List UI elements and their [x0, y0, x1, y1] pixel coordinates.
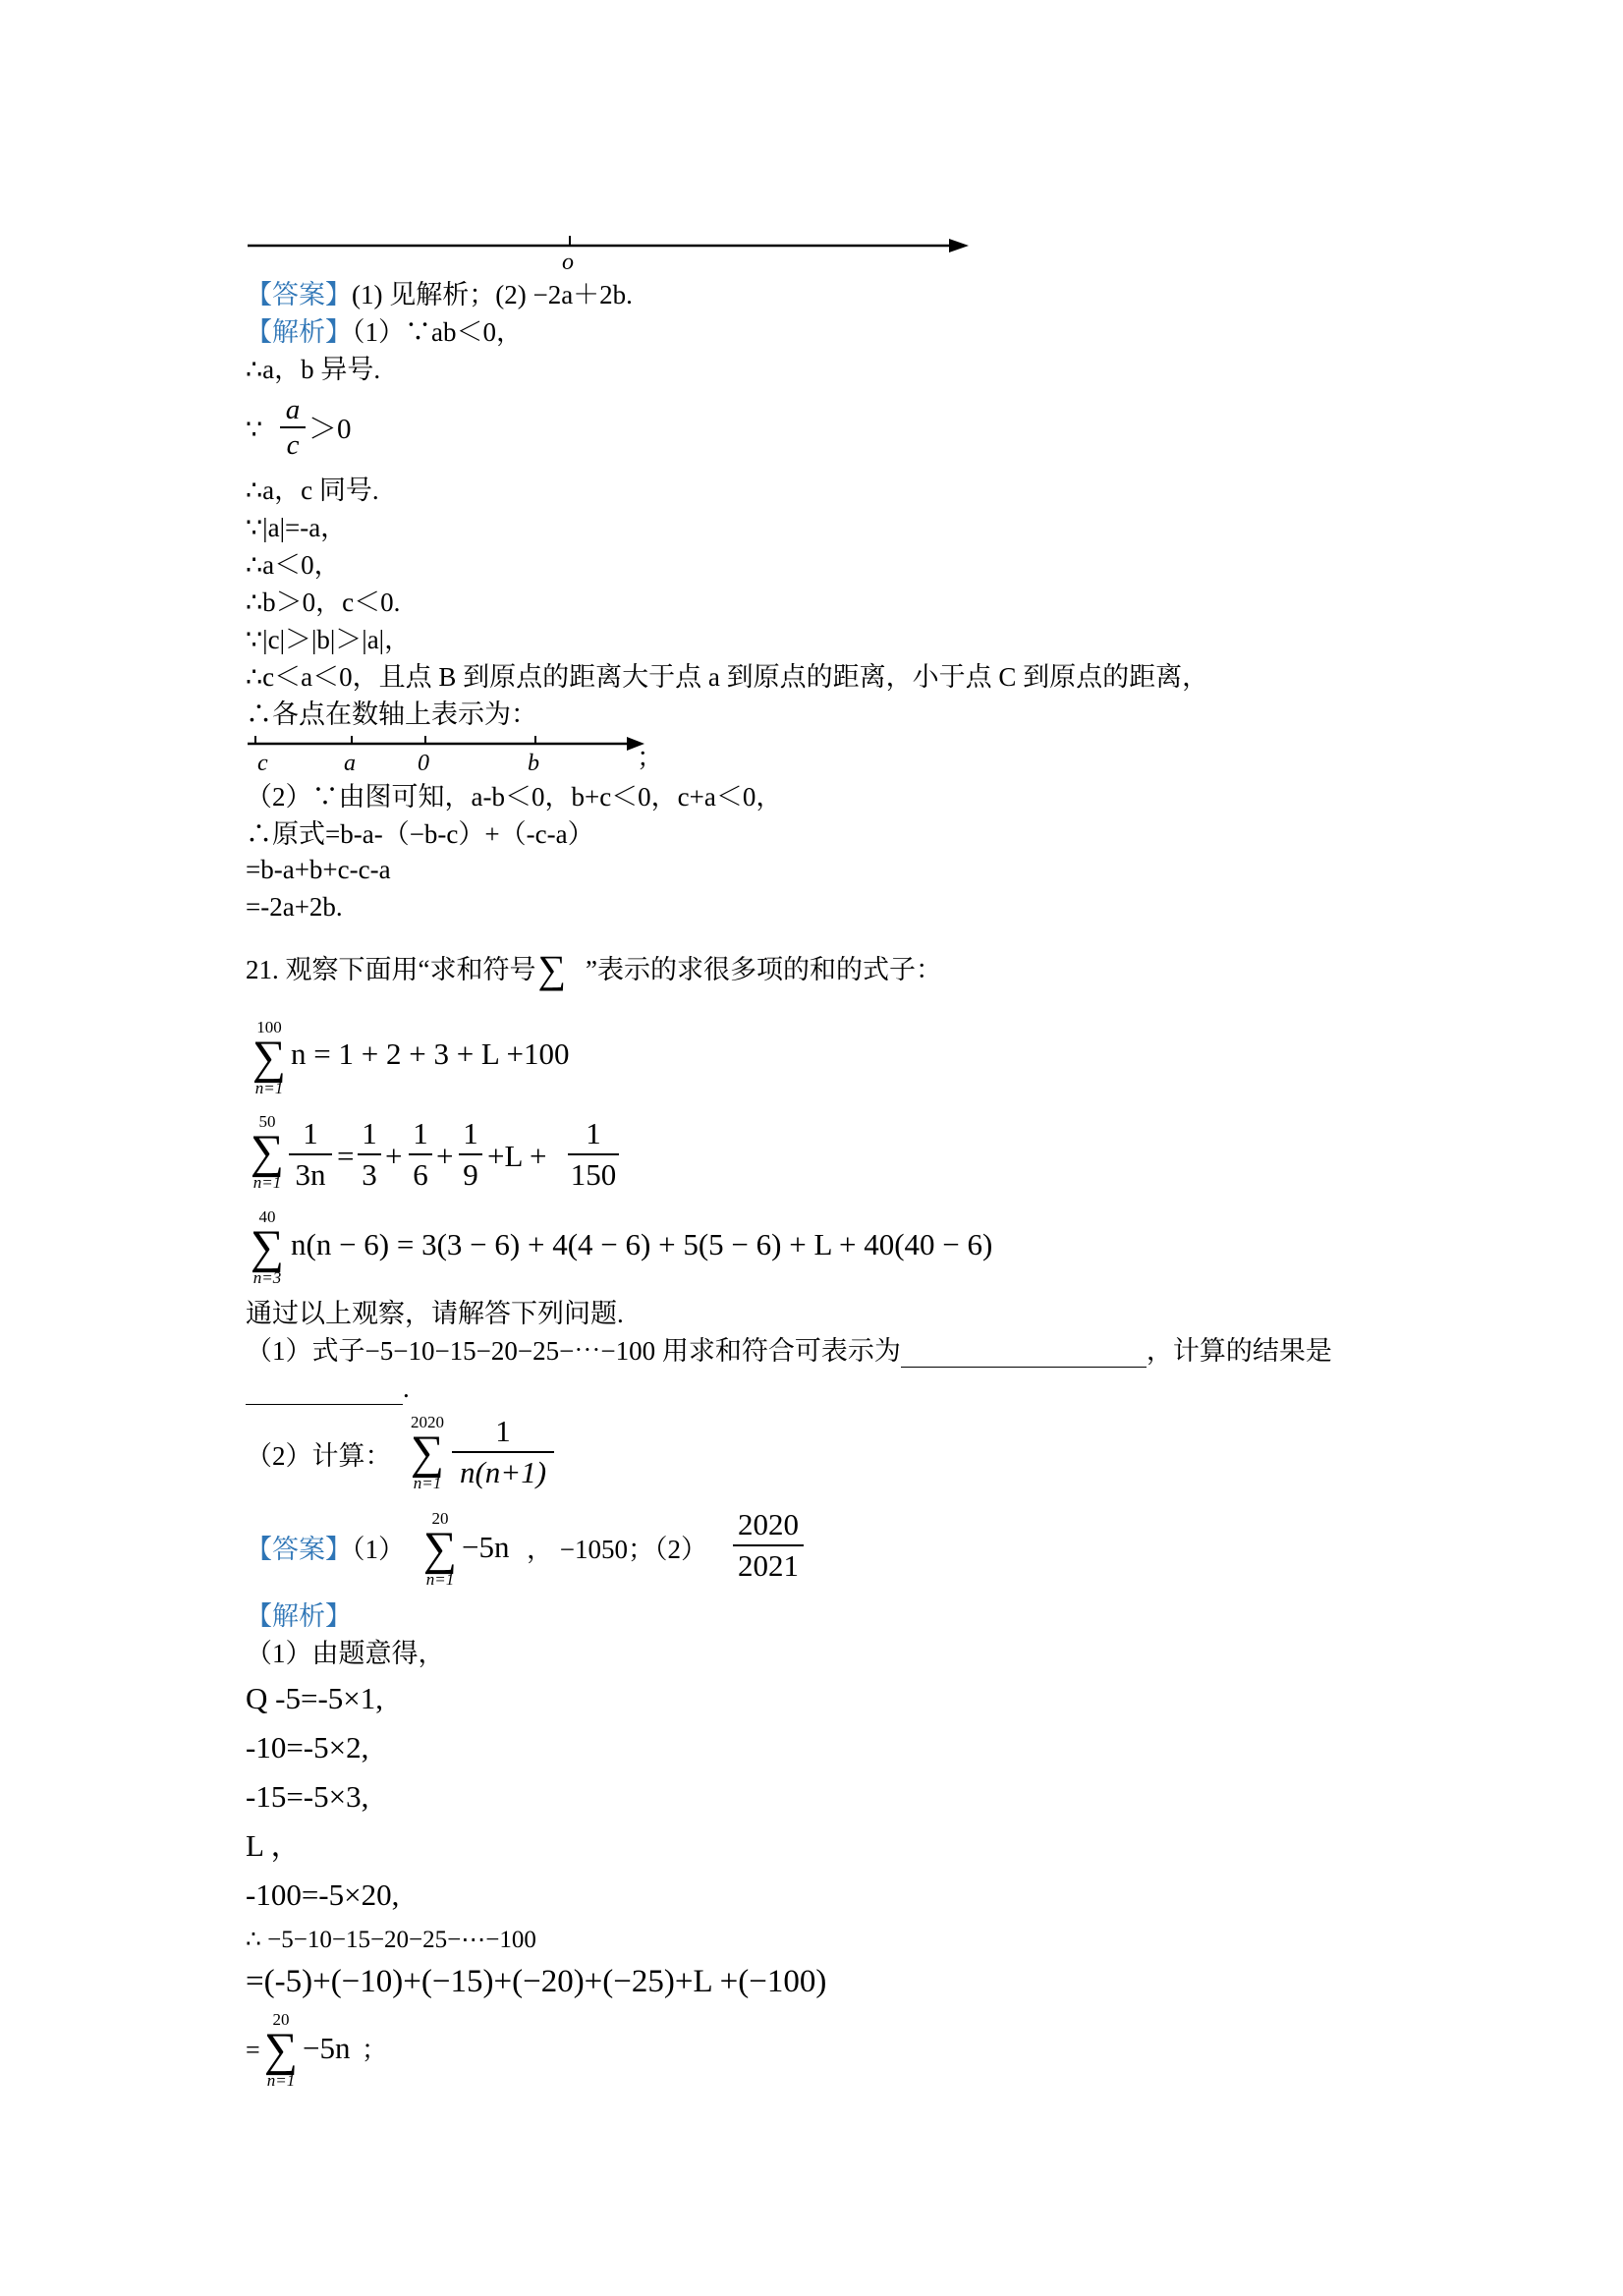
analysis-21-line-3: -10=-5×2,	[246, 1730, 369, 1764]
answer-blank-2[interactable]	[246, 1376, 403, 1405]
formula-3-expr: n(n − 6) = 3(3 − 6) + 4(4 − 6) + 5(5 − 6) + L + 40(40 − 6)	[291, 1227, 993, 1261]
since-symbol: ∵	[246, 415, 263, 444]
formula-2-frac-5: 1 150	[568, 1114, 619, 1195]
formula-1-sigma: 100 ∑ n=1	[252, 1018, 287, 1097]
axis-suffix: ；	[637, 743, 663, 772]
analysis-20-line-6: ∴b＞0，c＜0.	[246, 588, 401, 617]
answer-21: 【答案】（1）	[246, 1535, 405, 1564]
analysis-20-line-10: （2）∵由图可知，a-b＜0，b+c＜0，c+a＜0，	[246, 782, 783, 812]
answer-blank-1[interactable]	[901, 1339, 1147, 1368]
analysis-20-line-9: ∴各点在数轴上表示为：	[246, 700, 537, 729]
point-label-c: c	[257, 751, 268, 776]
analysis-tag: 【解析】	[246, 317, 352, 347]
fraction-a-over-c: a c	[280, 393, 306, 462]
answer-tag: 【答案】	[246, 280, 352, 309]
observe-text: 通过以上观察，请解答下列问题.	[246, 1299, 624, 1328]
number-line-points	[246, 729, 658, 778]
analysis-21-line-9: =	[246, 2036, 260, 2064]
part2-sigma: 2020 ∑ n=1	[410, 1413, 445, 1492]
analysis-sum-expr: −5n	[303, 2031, 351, 2065]
answer-mid: ， −1050；（2）	[527, 1535, 707, 1564]
point-label-b: b	[528, 751, 539, 776]
formula-2-frac-3: 1 6	[409, 1114, 432, 1195]
answer-fraction: 2020 2021	[733, 1505, 804, 1586]
formula-1-expr: n = 1 + 2 + 3 + L +100	[291, 1036, 570, 1071]
analysis-21-line-7: ∴ −5−10−15−20−25−⋯−100	[246, 1927, 536, 1953]
analysis-20-line-11: ∴原式=b-a-（−b-c）+（-c-a）	[246, 819, 594, 849]
formula-2-frac-2: 1 3	[358, 1114, 381, 1195]
analysis-20-line-4: ∵|a|=-a，	[246, 513, 348, 542]
point-label-a: a	[344, 751, 356, 776]
formula-3-sigma: 40 ∑ n=3	[250, 1207, 285, 1287]
analysis-end: ；	[362, 2036, 388, 2064]
analysis-21-line-4: -15=-5×3,	[246, 1779, 369, 1814]
answer-20	[246, 278, 633, 311]
top-number-line	[246, 226, 973, 275]
sigma-symbol: ∑	[537, 947, 566, 991]
answer-text: (1) 见解析；(2) −2a＋2b.	[352, 280, 633, 309]
origin-label: o	[562, 250, 574, 275]
point-label-0: 0	[418, 751, 429, 776]
analysis-21-line-5: L ，	[246, 1828, 302, 1863]
analysis-21-line-1: （1）由题意得，	[246, 1639, 445, 1668]
formula-2-frac-4: 1 9	[459, 1114, 482, 1195]
analysis-21-line-2: Q -5=-5×1,	[246, 1681, 383, 1715]
analysis-20-line-3: ∴a，c 同号.	[246, 476, 379, 505]
answer-sigma: 20 ∑ n=1	[422, 1509, 458, 1589]
greater-than-zero: ＞0	[308, 414, 352, 445]
analysis-20-line-5: ∴a＜0，	[246, 550, 341, 580]
q21-intro: 21. 观察下面用“求和符号∑ ”表示的求很多项的和的式子：	[246, 947, 942, 991]
analysis-20-line-13: =-2a+2b.	[246, 892, 343, 922]
analysis-sigma: 20 ∑ n=1	[263, 2010, 299, 2090]
analysis-21-tag: 【解析】	[246, 1601, 352, 1631]
analysis-21-line-8: =(-5)+(−10)+(−15)+(−20)+(−25)+L +(−100)	[246, 1964, 827, 1999]
analysis-20-line-2: ∴a，b 异号.	[246, 355, 381, 384]
part2-fraction: 1 n(n+1)	[452, 1412, 554, 1492]
formula-2-mid: +L +	[487, 1139, 547, 1173]
formula-2-frac-1: 1 3n	[289, 1114, 332, 1195]
analysis-21-line-6: -100=-5×20,	[246, 1877, 400, 1912]
answer-sum-expr: −5n	[462, 1530, 510, 1564]
analysis-20-line-12: =b-a+b+c-c-a	[246, 855, 391, 884]
analysis-20-line-7: ∵|c|＞|b|＞|a|，	[246, 625, 412, 654]
q21-part1-cont: .	[246, 1372, 410, 1405]
q21-part1: （1）式子−5−10−15−20−25−⋯−100 用求和符合可表示为 ，计算的结果是	[246, 1336, 1332, 1366]
analysis-20-line-1: 【解析】（1）∵ab＜0，	[246, 317, 523, 347]
answer-tag: 【答案】	[246, 1535, 352, 1564]
formula-2-sigma: 50 ∑ n=1	[250, 1112, 285, 1192]
q21-part2-label: （2）计算：	[246, 1441, 392, 1471]
analysis-20-line-8: ∴c＜a＜0，且点 B 到原点的距离大于点 a 到原点的距离，小于点 C 到原点的距离，	[246, 662, 1209, 692]
